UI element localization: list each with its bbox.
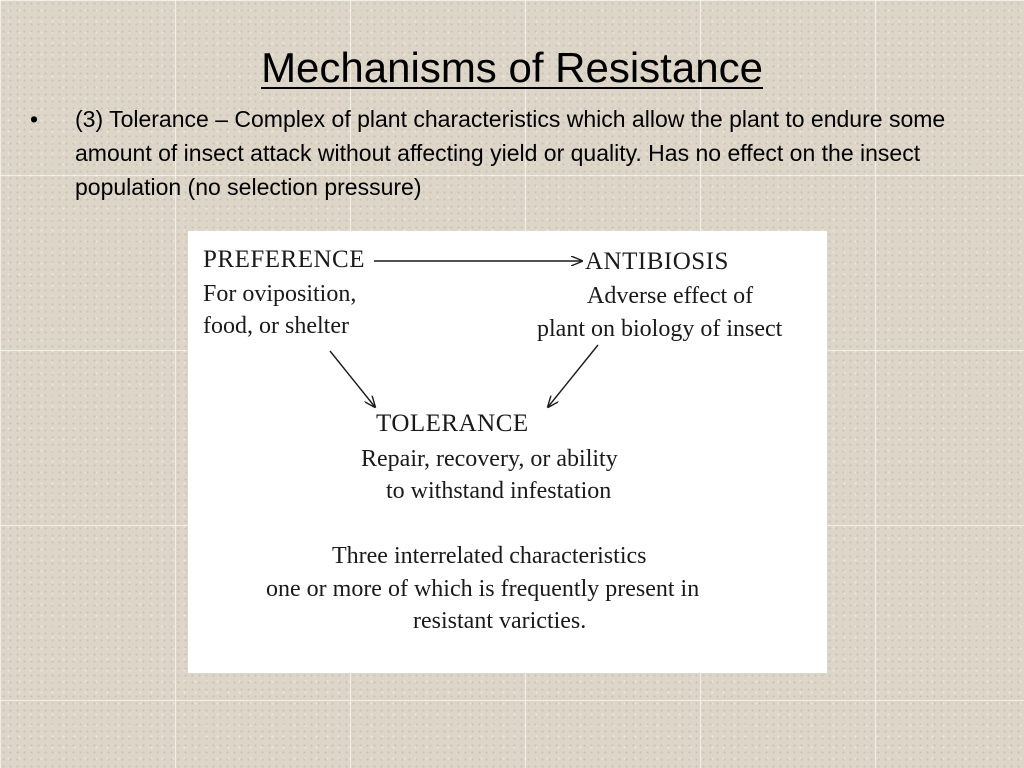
diagram-caption-line-2: one or more of which is frequently present in	[266, 576, 700, 602]
slide-title: Mechanisms of Resistance	[261, 44, 763, 91]
preference-node-line-2: food, or shelter	[203, 313, 349, 339]
arrow-preference-to-tolerance	[330, 351, 375, 407]
diagram-caption-line-1: Three interrelated characteristics	[332, 543, 647, 569]
bullet-item	[30, 102, 990, 204]
diagram-caption-line-3: resistant varicties.	[413, 608, 587, 634]
resistance-diagram-figure	[188, 231, 827, 673]
preference-node-line-1: For oviposition,	[203, 281, 357, 307]
bullet-marker: •	[30, 106, 39, 132]
antibiosis-node-title: ANTIBIOSIS	[585, 248, 729, 275]
tolerance-node-line-2: to withstand infestation	[386, 478, 612, 504]
tolerance-node-title: TOLERANCE	[376, 410, 529, 437]
arrow-antibiosis-to-tolerance	[548, 345, 598, 407]
antibiosis-node-line-2: plant on biology of insect	[537, 316, 783, 342]
preference-node-title: PREFERENCE	[203, 246, 365, 273]
bullet-text: (3) Tolerance – Complex of plant characteristics which allow the plant to endure some amount of insect attack without affecting yield or quality. Has no effect on the insect population (no selection pressure)	[75, 106, 946, 200]
tolerance-node-line-1: Repair, recovery, or ability	[361, 446, 618, 472]
antibiosis-node-line-1: Adverse effect of	[587, 283, 754, 309]
bullet-list	[30, 102, 990, 204]
